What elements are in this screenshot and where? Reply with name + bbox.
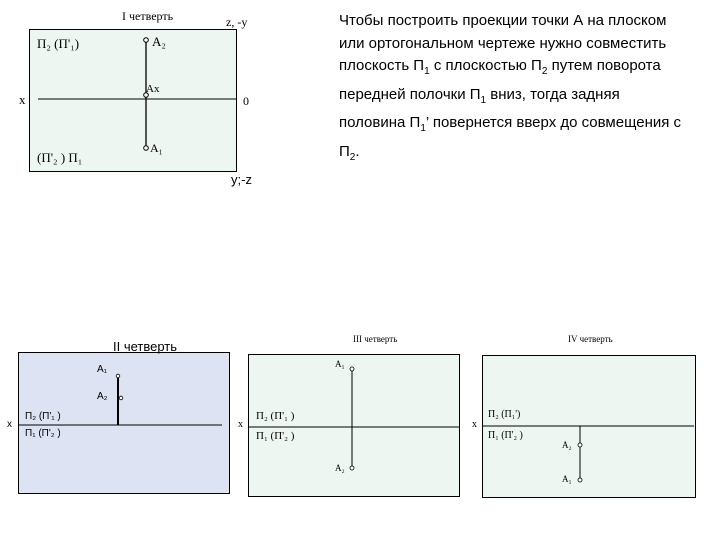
q4-lower-plane-label: П₁ (П'₂ )	[488, 430, 523, 441]
q1-axis-bottom-label: y;-z	[231, 172, 252, 187]
q4-upper-plane-label: П₂ (П₁')	[488, 409, 521, 420]
text-line-1: Чтобы построить проекции точки А на плоском	[339, 12, 667, 29]
q1-lower-plane-label: (П'₂ ) П₁	[37, 150, 83, 165]
text-line-2: или ортогональном чертеже нужно совместить	[339, 34, 667, 52]
q2-title: II четверть	[113, 339, 178, 354]
q1-point-ax-label: Ax	[146, 83, 160, 95]
q3-point-a2-label: A₂	[335, 463, 345, 473]
q4-point-a2	[578, 443, 582, 447]
q4-point-a2-label: A₂	[562, 440, 572, 450]
q3-title: III четверть	[353, 334, 398, 344]
q4-x-label: x	[472, 419, 477, 430]
text-line-4: передней полочки $П_1$ вниз, тогда задняя	[339, 85, 620, 106]
q1-x-label: x	[19, 92, 26, 107]
q2-x-label: x	[7, 419, 12, 430]
q2-lower-plane-label: П₁ (П'₂ )	[25, 428, 61, 439]
q1-point-a2-label: A₂	[152, 34, 166, 49]
q1-title: I четверть	[122, 9, 174, 23]
q2-upper-plane-label: П₂ (П'₁ )	[25, 411, 61, 422]
q2-point-a2-label: A₂	[97, 391, 108, 402]
q3-upper-plane-label: П₂ (П'₁ )	[256, 410, 295, 422]
q4-title: IV четверть	[568, 334, 613, 344]
text-line-3: плоскость $П_1$ с плоскостью $П_2$ путем поворота	[339, 57, 661, 77]
q4-point-a1	[578, 478, 582, 482]
q1-upper-plane-label: П₂ (П'₁)	[37, 36, 80, 51]
q2-point-a1-label: A₁	[97, 364, 108, 375]
q3-point-a1-label: A₁	[335, 359, 345, 369]
q4-point-a1-label: A₁	[562, 474, 572, 484]
q1-point-a1-label: A₁	[150, 141, 163, 155]
text-line-6: $П_2$.	[339, 142, 360, 163]
q1-origin-label: 0	[243, 94, 249, 108]
q1-axis-top-label: z, -y	[226, 15, 248, 29]
text-line-5: половина $П_1$’ повернется вверх до совмещения с	[339, 114, 682, 134]
q3-lower-plane-label: П₁ (П'₂ )	[256, 430, 295, 442]
q3-x-label: x	[238, 419, 243, 430]
